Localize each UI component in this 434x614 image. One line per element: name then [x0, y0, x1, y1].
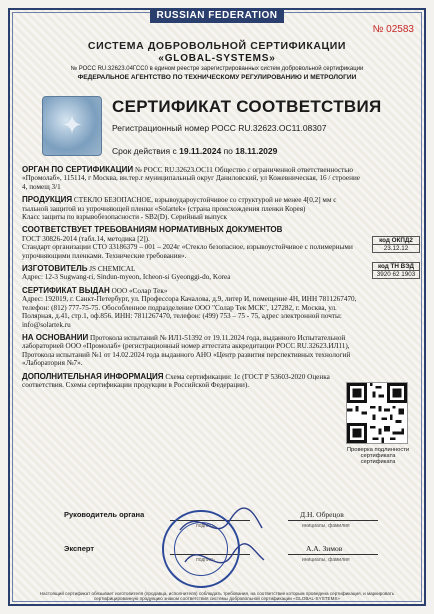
manufacturer-address: Адрес: 12-3 Sugwang-ri, Sindun-myeon, Icheon-si Gyeonggi-do, Korea — [22, 273, 231, 282]
expert-initials-note: инициалы, фамилия — [302, 557, 350, 563]
conformity-label: СООТВЕТСТВУЕТ ТРЕБОВАНИЯМ НОРМАТИВНЫХ ДОКУМЕНТОВ — [22, 225, 283, 235]
okpd-code-box — [372, 236, 420, 253]
registration-number-line — [112, 123, 326, 133]
expert-name-line — [288, 554, 378, 555]
manufacturer-label: ИЗГОТОВИТЕЛЬ — [22, 264, 88, 274]
validity-line — [112, 146, 277, 156]
basis-label: НА ОСНОВАНИИ — [22, 332, 89, 342]
additional-label: ДОПОЛНИТЕЛЬНАЯ ИНФОРМАЦИЯ — [22, 371, 164, 381]
system-subtitle: «GLOBAL-SYSTEMS» — [158, 53, 276, 64]
footer-note: Настоящий сертификат обязывает изготовителя (продавца, исполнителя) соблюдать требования, на соответствие которым проведена сертификация, и маркировать сертифицированную продукцию знаком соответствия системы добровольной сертификации «GLOBAL-SYSTEMS» — [39, 591, 395, 602]
organ-label: ОРГАН ПО СЕРТИФИКАЦИИ — [22, 165, 134, 174]
manufacturer-section — [22, 265, 362, 282]
basis-section — [22, 334, 362, 368]
valid-from: 19.11.2024 — [179, 146, 222, 156]
expert-label: Эксперт — [64, 544, 95, 553]
basis-text: Протокола испытаний № ИЛ1-51392 от 19.11.2024 года, выданного Испытательной лабораторией ООО «Промолаб» (регистрационный номер аттестата аккредитации РОСС RU.32623.ИЛ11), Протокола испытаний №1 от 14.02.2024 года выданного АНО «Центр развития перспективных технологий «Лаборатория №7». — [22, 333, 351, 368]
additional-section — [22, 373, 362, 390]
okpd-value: 23.12.12 — [383, 245, 409, 252]
conformity-text: ГОСТ 30826-2014 (табл.14, методика [2]). — [22, 234, 150, 243]
issued-label: СЕРТИФИКАТ ВЫДАН — [22, 285, 110, 295]
head-name-line — [288, 520, 378, 521]
head-sign-note: подпись — [196, 523, 215, 529]
valid-label: Срок действия с — [112, 146, 177, 156]
reg-number: РОСС RU.32623.ОС11.08307 — [211, 123, 327, 133]
serial-number: № 02583 — [372, 24, 414, 35]
certificate-title: СЕРТИФИКАТ СООТВЕТСТВИЯ — [112, 97, 382, 116]
okpd-label: код ОКПД2 — [373, 237, 419, 245]
head-label: Руководитель органа — [64, 510, 145, 519]
organ-text: № РОСС RU.32623.ОС11 Общество с ограниченной ответственностью «Промолаб», 115114, г Москва, вн.тер.г муниципальный округ Даниловский, ул Кожевническая, 16 / строение 4, помещ 3/1 — [22, 166, 360, 191]
certificate-body — [22, 166, 362, 394]
head-name: Д.Н. Обрецов — [300, 510, 344, 519]
head-initials-note: инициалы, фамилия — [302, 523, 350, 529]
manufacturer-name: JS CHEMICAL — [89, 265, 136, 274]
expert-name: А.А. Зимов — [306, 544, 343, 553]
handwritten-signature — [170, 500, 270, 590]
reg-label: Регистрационный номер — [112, 123, 210, 133]
valid-to-label: по — [223, 146, 233, 156]
additional-text: Схема сертификации: 1с (ГОСТ Р 53603-2020 Оценка соответствия. Схемы сертификации продукции в Российской Федерации). — [22, 372, 330, 389]
product-class: Класс защиты по взрывобезопасности - SB2(D). Серийный выпуск — [22, 213, 227, 222]
issued-text: Адрес: 192019, г. Санкт-Петербург, ул. Профессора Качалова, д.9, литер И, помещение 4Н, ИНН 7811267470, телефон: (812) 777-75-75. Обособленное подразделение ООО "Солар Тек МСК", 127282, г. Москва, ул. Полярная, д.41, стр.1, оф.856. ИНН: 7811267470, телефон: (499) 753 – 75 - 75, адрес электронной почты: info@solartek.ru — [22, 295, 357, 329]
tnved-value: 3920 62 1903 — [376, 271, 416, 278]
valid-to: 18.11.2029 — [235, 146, 278, 156]
conformity-section — [22, 226, 362, 260]
qr-code[interactable] — [346, 382, 408, 444]
tnved-label: код ТН ВЭД — [373, 263, 419, 271]
product-section — [22, 196, 362, 221]
hologram-emblem — [42, 96, 102, 156]
issued-section — [22, 287, 362, 329]
issued-name: ООО «Солар Тек» — [111, 286, 168, 295]
organ-section — [22, 166, 362, 191]
agency-name: ФЕДЕРАЛЬНОЕ АГЕНТСТВО ПО ТЕХНИЧЕСКОМУ РЕГУЛИРОВАНИЮ И МЕТРОЛОГИИ — [77, 74, 357, 81]
system-title: СИСТЕМА ДОБРОВОЛЬНОЙ СЕРТИФИКАЦИИ — [87, 40, 347, 52]
system-registry: № РОСС RU.32623.04ГСС0 в едином реестре зарегистрированных систем добровольной сертификации — [70, 66, 364, 72]
conformity-text-2: Стандарт организации СТО 33186379 – 001 – 2024г «Стекло безопасное, взрывоустойчивое с полимерными упрочняющими пленками. Технические требования». — [22, 243, 353, 260]
tnved-code-box — [372, 262, 420, 279]
product-label: ПРОДУКЦИЯ — [22, 195, 73, 205]
country-banner: RUSSIAN FEDERATION — [150, 9, 284, 23]
qr-caption: Проверка подлинности сертификата сертификата — [346, 447, 410, 465]
product-text: СТЕКЛО БЕЗОПАСНОЕ, взрывоудароустойчивое со структурой не менее 4[0,2] мм с тыльной защитой из упрочняющей пленки «Solartek» (страна происхождения пленки Корея) — [22, 196, 337, 213]
expert-sign-note: подпись — [196, 557, 215, 563]
star-icon: ✦ — [61, 111, 83, 141]
